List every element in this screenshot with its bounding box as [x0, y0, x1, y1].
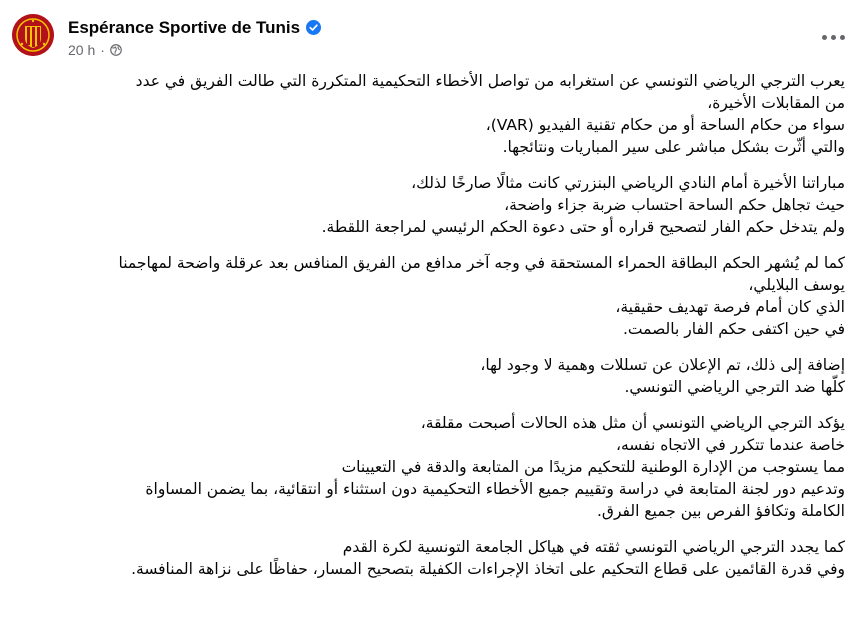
post-line: حيث تجاهل حكم الساحة احتساب ضربة جزاء واضحة، — [504, 196, 845, 214]
post-line: والتي أثّرت بشكل مباشر على سير المباريات ونتائجها. — [502, 138, 845, 156]
page-name-text[interactable]: Espérance Sportive de Tunis — [68, 18, 301, 37]
post-paragraph — [30, 70, 845, 158]
verified-badge-icon — [306, 20, 321, 35]
post-body — [30, 70, 845, 594]
post-line: يعرب الترجي الرياضي التونسي عن استغرابه من تواصل الأخطاء التحكيمية المتكررة التي طالت الفريق في عدد — [135, 72, 845, 90]
post-line: وفي قدرة القائمين على قطاع التحكيم على اتخاذ الإجراءات الكفيلة بتصحيح المسار، حفاظًا على نزاهة المنافسة. — [131, 560, 845, 578]
post-line: إضافة إلى ذلك، تم الإعلان عن تسللات وهمية لا وجود لها، — [480, 356, 845, 374]
post-paragraph — [30, 354, 845, 398]
page-name[interactable] — [68, 18, 321, 38]
post-line: مباراتنا الأخيرة أمام النادي الرياضي البنزرتي كانت مثالًا صارخًا لذلك، — [411, 174, 845, 192]
post-paragraph — [30, 412, 845, 522]
post-line: ولم يتدخل حكم الفار لتصحيح قراره أو حتى دعوة الحكم الرئيسي لمراجعة اللقطة. — [321, 218, 845, 236]
post-line: وتدعيم دور لجنة المتابعة في دراسة وتقييم جميع الأخطاء التحكيمية دون استثناء أو انتقائية، بما يضمن المساواة — [145, 480, 845, 498]
post-paragraph — [30, 252, 845, 340]
more-options-icon[interactable] — [815, 22, 851, 52]
post-line: كما لم يُشهر الحكم البطاقة الحمراء المستحقة في وجه آخر مدافع من الفريق المنافس بعد عرقلة واضحة لمهاجمنا — [118, 254, 845, 272]
globe-icon[interactable] — [110, 44, 122, 56]
meta-separator: · — [100, 42, 105, 58]
post-line: يؤكد الترجي الرياضي التونسي أن مثل هذه الحالات أصبحت مقلقة، — [420, 414, 845, 432]
club-crest-icon — [12, 14, 54, 56]
post-meta — [68, 42, 122, 58]
post-line: مما يستوجب من الإدارة الوطنية للتحكيم مزيدًا من المتابعة والدقة في التعيينات — [341, 458, 845, 476]
post-paragraph — [30, 536, 845, 580]
post-line: يوسف البلايلي، — [748, 276, 845, 294]
post-header — [0, 0, 865, 70]
post-line: الكاملة وتكافؤ الفرص بين جميع الفرق. — [597, 502, 845, 520]
post-paragraph — [30, 172, 845, 238]
post-line: سواء من حكام الساحة أو من حكام تقنية الفيديو (VAR)، — [485, 116, 845, 134]
post-line: خاصة عندما تتكرر في الاتجاه نفسه، — [615, 436, 845, 454]
page-avatar[interactable] — [12, 14, 54, 56]
post-line: كما يجدد الترجي الرياضي التونسي ثقته في هياكل الجامعة التونسية لكرة القدم — [342, 538, 845, 556]
post-line: في حين اكتفى حكم الفار بالصمت. — [623, 320, 845, 338]
post-line: الذي كان أمام فرصة تهديف حقيقية، — [615, 298, 845, 316]
post-timestamp[interactable]: 20 h — [68, 42, 96, 58]
post-line: كلّها ضد الترجي الرياضي التونسي. — [624, 378, 845, 396]
post-line: من المقابلات الأخيرة، — [707, 94, 845, 112]
